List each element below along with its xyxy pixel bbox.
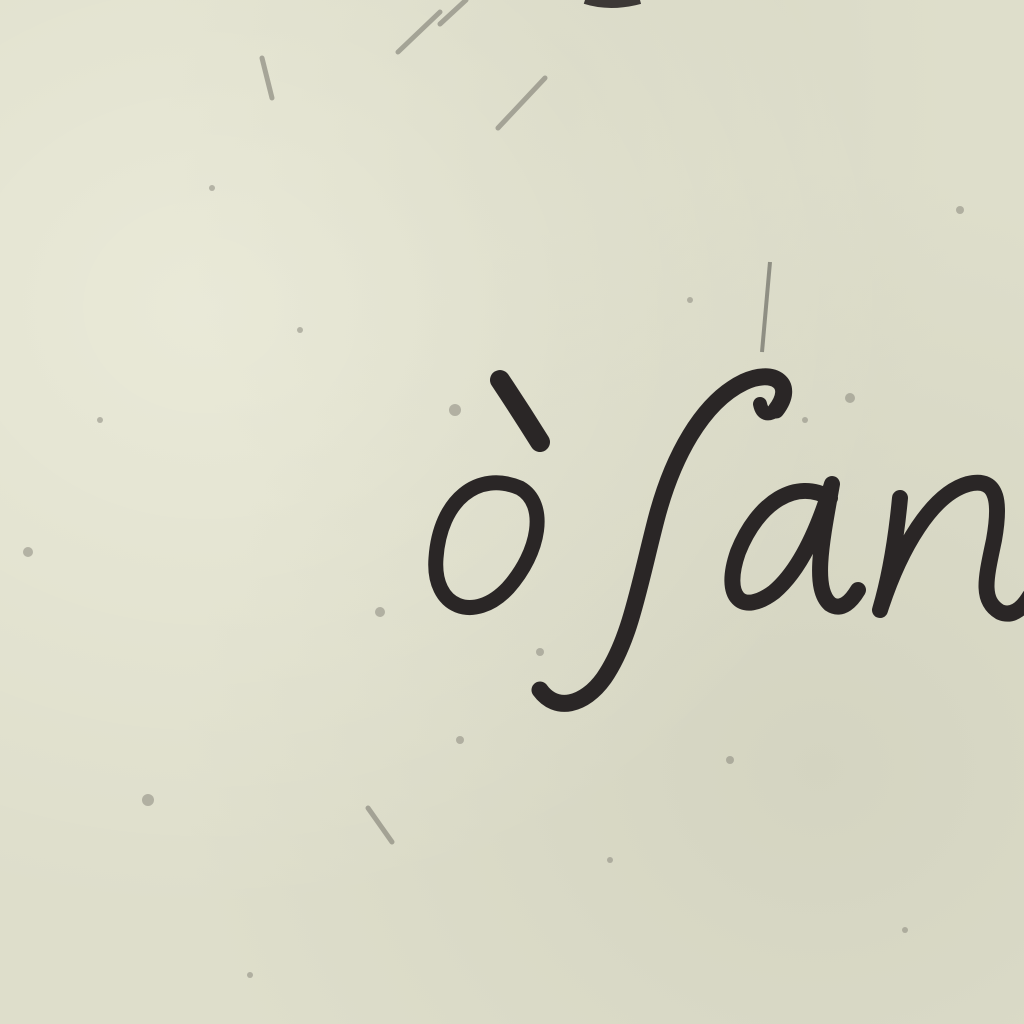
handwritten-text xyxy=(420,460,901,650)
